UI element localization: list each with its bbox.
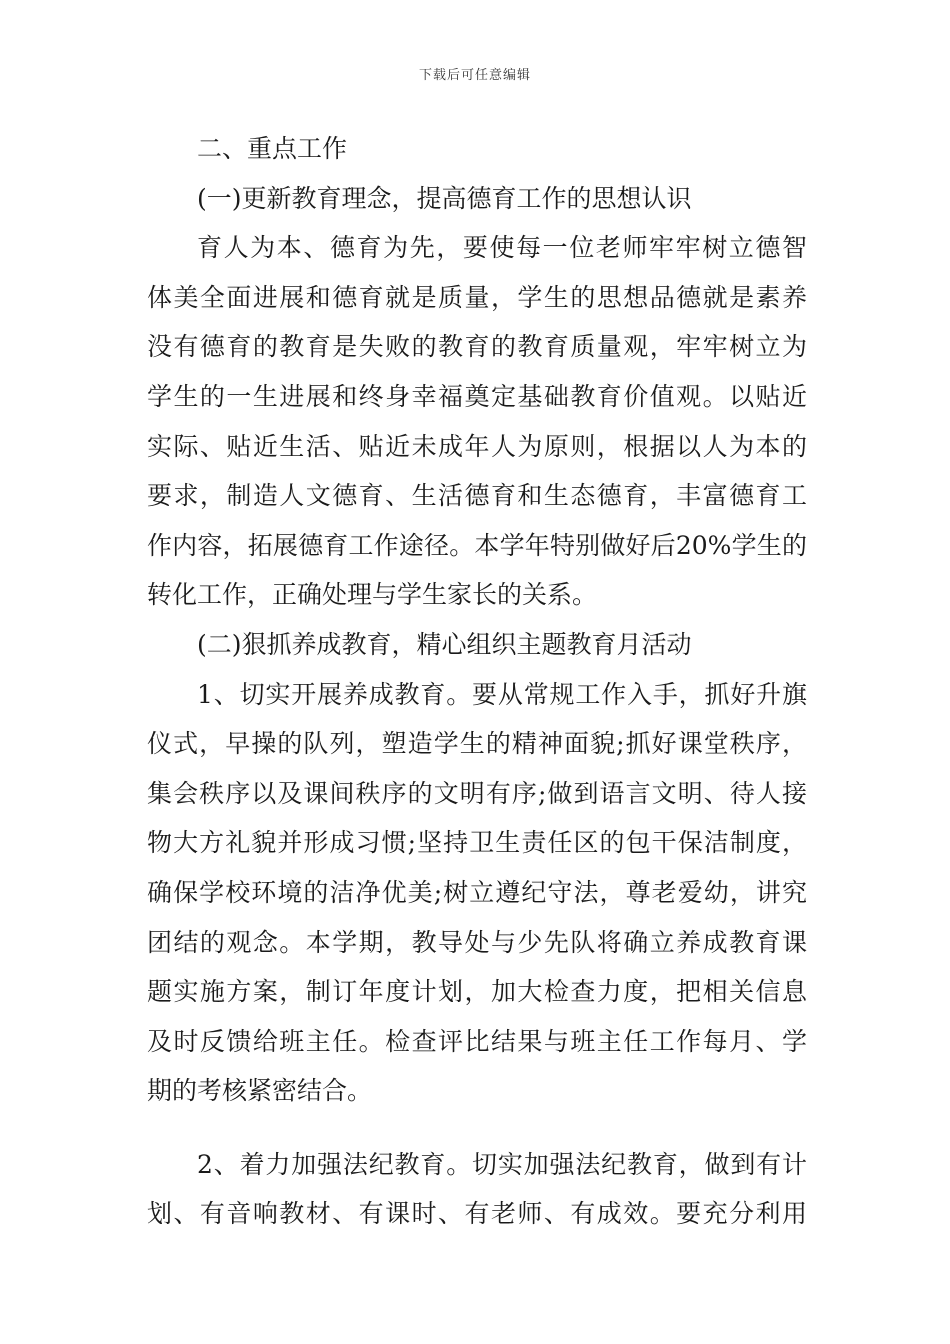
text-line: 及时反馈给班主任。检查评比结果与班主任工作每月、学 [147, 1026, 807, 1056]
text-line: (一)更新教育理念，提高德育工作的思想认识 [197, 183, 692, 213]
text-line: 作内容，拓展德育工作途径。本学年特别做好后20%学生的 [147, 530, 807, 560]
text-line: 实际、贴近生活、贴近未成年人为原则，根据以人为本的 [147, 431, 807, 461]
page-header: 下载后可任意编辑 [418, 68, 531, 83]
text-line: 体美全面进展和德育就是质量，学生的思想品德就是素养 [147, 282, 807, 312]
document-body [147, 124, 807, 1239]
text-line: 要求，制造人文德育、生活德育和生态德育，丰富德育工 [147, 481, 807, 511]
text-line: 没有德育的教育是失败的教育的教育质量观，牢牢树立为 [147, 332, 807, 362]
text-line: 1、切实开展养成教育。要从常规工作入手，抓好升旗 [197, 679, 807, 709]
text-line: 划、有音响教材、有课时、有老师、有成效。要充分利用 [147, 1199, 807, 1229]
text-line: 期的考核紧密结合。 [147, 1076, 373, 1106]
text-line: 题实施方案，制订年度计划，加大检查力度，把相关信息 [147, 977, 807, 1007]
text-line: 仪式，早操的队列，塑造学生的精神面貌;抓好课堂秩序， [147, 729, 807, 759]
text-line: 育人为本、德育为先，要使每一位老师牢牢树立德智 [197, 233, 807, 263]
text-line: 团结的观念。本学期，教导处与少先队将确立养成教育课 [147, 927, 807, 957]
text-line: 学生的一生进展和终身幸福奠定基础教育价值观。以贴近 [147, 381, 807, 411]
text-line: 转化工作，正确处理与学生家长的关系。 [147, 580, 598, 610]
text-line: 确保学校环境的洁净优美;树立遵纪守法，尊老爱幼，讲究 [147, 877, 807, 907]
text-line: 物大方礼貌并形成习惯;坚持卫生责任区的包干保洁制度， [147, 828, 807, 858]
text-line: (二)狠抓养成教育，精心组织主题教育月活动 [197, 629, 692, 659]
text-line: 2、着力加强法纪教育。切实加强法纪教育，做到有计 [197, 1149, 807, 1179]
text-line: 集会秩序以及课间秩序的文明有序;做到语言文明、待人接 [147, 778, 807, 808]
text-line: 二、重点工作 [197, 134, 348, 163]
